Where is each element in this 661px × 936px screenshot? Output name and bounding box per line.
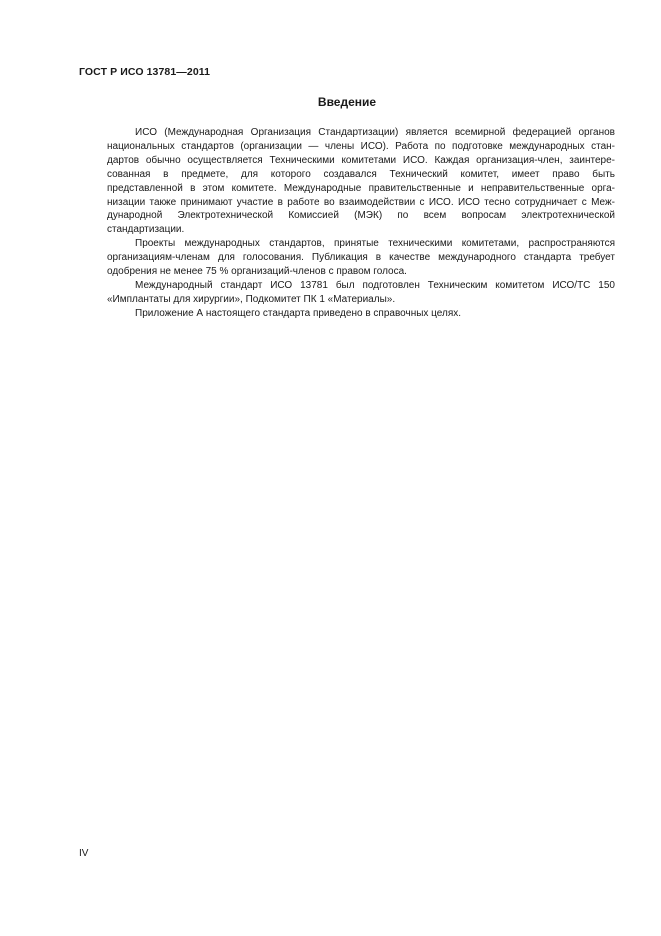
text-line: стандартизации. xyxy=(107,224,185,236)
body-text xyxy=(79,126,615,321)
text-line: организациям-членам для голосования. Публикация в качестве международного стандарта требует xyxy=(107,252,615,264)
text-line: Проекты международных стандартов, принятые техническими комитетами, распространяются xyxy=(135,238,615,250)
section-title: Введение xyxy=(317,95,377,109)
text-line: представленной в этом комитете. Международные правительственные и неправительственные орга- xyxy=(107,182,615,194)
document-header: ГОСТ Р ИСО 13781—2011 xyxy=(79,66,211,78)
text-line: низации также принимают участие в работе во взаимодействии с ИСО. ИСО тесно сотрудничает с Меж- xyxy=(107,196,615,208)
text-line: ИСО (Международная Организация Стандартизации) является всемирной федерацией органов xyxy=(135,127,615,138)
text-line: дународной Электротехнической Комиссией (МЭК) по всем вопросам электротехнической xyxy=(107,210,615,222)
text-line: Приложение А настоящего стандарта приведено в справочных целях. xyxy=(135,307,462,319)
paragraph xyxy=(79,279,615,307)
text-line: дартов обычно осуществляется Техническими комитетами ИСО. Каждая организация-член, заинтере- xyxy=(107,154,615,166)
text-line: национальных стандартов (организации — члены ИСО). Работа по подготовке международных стан- xyxy=(107,140,615,152)
text-line: одобрения не менее 75 % организаций-членов с правом голоса. xyxy=(107,266,407,278)
page-number: IV xyxy=(79,848,89,859)
text-line: «Имплантаты для хирургии», Подкомитет ПК 1 «Материалы». xyxy=(107,293,396,305)
text-line: сованная в предмете, для которого создавался Технический комитет, имеет право быть xyxy=(107,168,615,180)
text-line: Международный стандарт ИСО 13781 был подготовлен Техническим комитетом ИСО/ТС 150 xyxy=(135,279,615,291)
paragraph xyxy=(79,126,615,237)
paragraph xyxy=(79,237,615,279)
paragraph xyxy=(79,307,615,321)
